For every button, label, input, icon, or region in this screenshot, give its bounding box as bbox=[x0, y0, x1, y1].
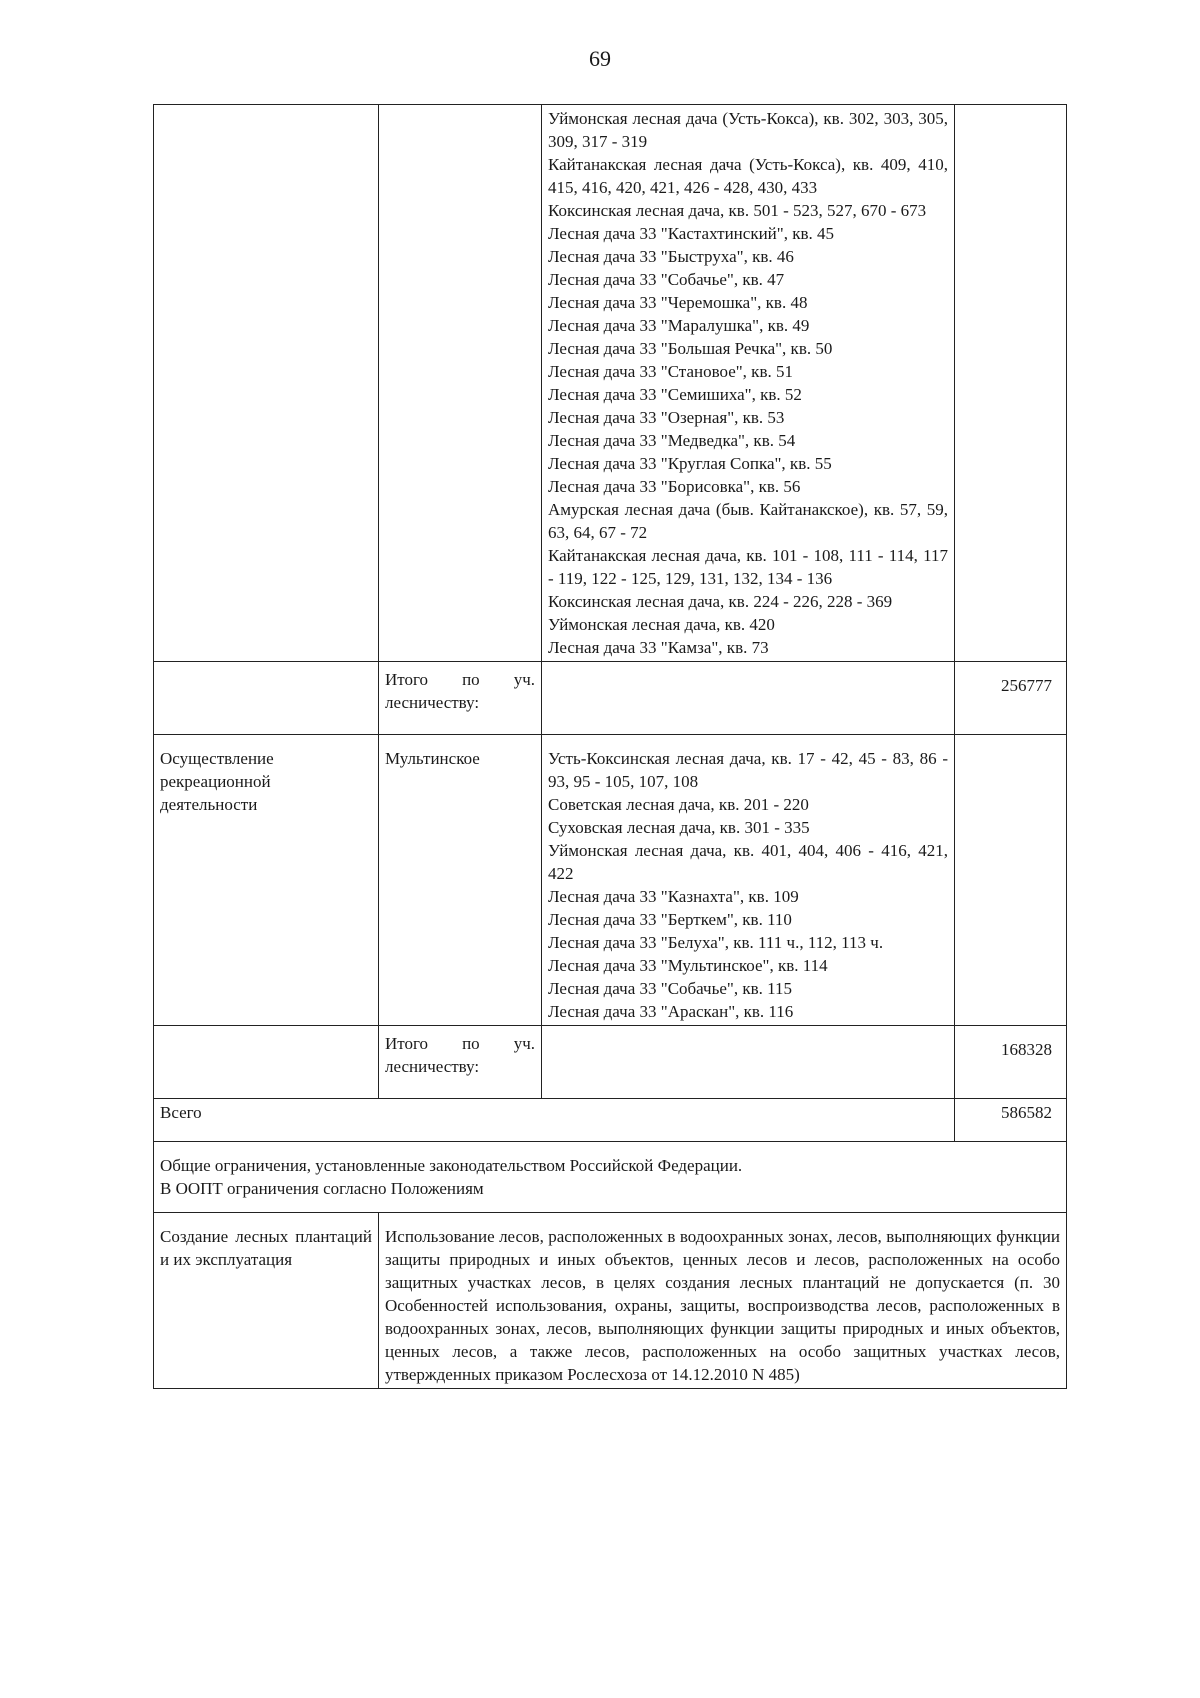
quarters-cell bbox=[542, 735, 955, 1026]
activity-cell bbox=[154, 105, 379, 662]
quarter-entry: Лесная дача 33 "Берткем", кв. 110 bbox=[548, 910, 792, 929]
quarter-entry: Лесная дача 33 "Черемошка", кв. 48 bbox=[548, 293, 808, 312]
plantations-activity: Создание лесных плантаций и их эксплуатация bbox=[154, 1213, 379, 1389]
quarter-entry: Лесная дача 33 "Большая Речка", кв. 50 bbox=[548, 339, 833, 358]
quarters-cell bbox=[542, 662, 955, 735]
quarter-entry: Советская лесная дача, кв. 201 - 220 bbox=[548, 795, 809, 814]
quarter-entry: Лесная дача 33 "Казнахта", кв. 109 bbox=[548, 887, 799, 906]
quarter-entry: Лесная дача 33 "Медведка", кв. 54 bbox=[548, 431, 796, 450]
subtotal-row bbox=[154, 662, 1067, 735]
subtotal-value: 256777 bbox=[955, 662, 1067, 735]
quarters-cell bbox=[542, 1026, 955, 1099]
quarter-entry: Лесная дача 33 "Круглая Сопка", кв. 55 bbox=[548, 454, 832, 473]
activity-label: Осуществление рекреационной деятельности bbox=[154, 735, 379, 1026]
quarter-entry: Уймонская лесная дача, кв. 420 bbox=[548, 615, 775, 634]
total-value: 586582 bbox=[955, 1099, 1067, 1142]
quarter-entry: Лесная дача 33 "Становое", кв. 51 bbox=[548, 362, 793, 381]
quarter-entry: Коксинская лесная дача, кв. 224 - 226, 228 - 369 bbox=[548, 592, 893, 611]
area-cell bbox=[955, 105, 1067, 662]
table-row bbox=[154, 735, 1067, 1026]
general-restrictions-line: Общие ограничения, установленные законодательством Российской Федерации. bbox=[160, 1156, 743, 1175]
quarter-entry: Кайтанакская лесная дача (Усть-Кокса), кв. 409, 410, 415, 416, 420, 421, 426 - 428, 430, 433 bbox=[548, 155, 948, 197]
quarter-entry: Лесная дача 33 "Маралушка", кв. 49 bbox=[548, 316, 810, 335]
area-cell bbox=[955, 735, 1067, 1026]
quarter-entry: Усть-Коксинская лесная дача, кв. 17 - 42, 45 - 83, 86 - 93, 95 - 105, 107, 108 bbox=[548, 749, 948, 791]
subtotal-label: Итого по уч. лесничеству: bbox=[379, 662, 542, 735]
table-row bbox=[154, 105, 1067, 662]
quarter-entry: Лесная дача 33 "Собачье", кв. 115 bbox=[548, 979, 792, 998]
general-restrictions-line: В ООПТ ограничения согласно Положениям bbox=[160, 1179, 484, 1198]
general-restrictions-cell bbox=[154, 1142, 1067, 1213]
quarter-entry: Уймонская лесная дача, кв. 401, 404, 406 - 416, 421, 422 bbox=[548, 841, 948, 883]
quarter-entry: Коксинская лесная дача, кв. 501 - 523, 527, 670 - 673 bbox=[548, 201, 927, 220]
subtotal-row bbox=[154, 1026, 1067, 1099]
quarter-entry: Лесная дача 33 "Белуха", кв. 111 ч., 112, 113 ч. bbox=[548, 933, 884, 952]
subtotal-label: Итого по уч. лесничеству: bbox=[379, 1026, 542, 1099]
page-number: 69 bbox=[589, 46, 611, 71]
quarter-entry: Лесная дача 33 "Озерная", кв. 53 bbox=[548, 408, 785, 427]
quarter-entry: Лесная дача 33 "Камза", кв. 73 bbox=[548, 638, 769, 657]
quarter-entry: Лесная дача 33 "Семишиха", кв. 52 bbox=[548, 385, 802, 404]
quarters-cell bbox=[542, 105, 955, 662]
quarter-entry: Лесная дача 33 "Араскан", кв. 116 bbox=[548, 1002, 794, 1021]
forestry-cell bbox=[379, 105, 542, 662]
plantations-row bbox=[154, 1213, 1067, 1389]
plantations-text: Использование лесов, расположенных в водоохранных зонах, лесов, выполняющих функции защиты природных и иных объектов, ценных лесов и лесов, расположенных на особо защитных участках лесов, в целях создания лесных плантаций не допускается (п. 30 Особенностей использования, охраны, защиты, воспроизводства лесов, расположенных в водоохранных зонах, лесов, выполняющих функции защиты природных и иных объектов, ценных лесов, а также лесов, расположенных на особо защитных участках лесов, утвержденных приказом Рослесхоза от 14.12.2010 N 485) bbox=[379, 1213, 1067, 1389]
forestry-name: Мультинское bbox=[379, 735, 542, 1026]
general-restrictions-row bbox=[154, 1142, 1067, 1213]
total-row bbox=[154, 1099, 1067, 1142]
activity-cell bbox=[154, 1026, 379, 1099]
quarter-entry: Лесная дача 33 "Мультинское", кв. 114 bbox=[548, 956, 828, 975]
quarter-entry: Уймонская лесная дача (Усть-Кокса), кв. 302, 303, 305, 309, 317 - 319 bbox=[548, 109, 948, 151]
quarter-entry: Лесная дача 33 "Быструха", кв. 46 bbox=[548, 247, 794, 266]
quarter-entry: Лесная дача 33 "Собачье", кв. 47 bbox=[548, 270, 785, 289]
total-label: Всего bbox=[154, 1099, 955, 1142]
quarter-entry: Суховская лесная дача, кв. 301 - 335 bbox=[548, 818, 810, 837]
activity-cell bbox=[154, 662, 379, 735]
quarter-entry: Амурская лесная дача (быв. Кайтанакское), кв. 57, 59, 63, 64, 67 - 72 bbox=[548, 500, 948, 542]
quarter-entry: Лесная дача 33 "Кастахтинский", кв. 45 bbox=[548, 224, 835, 243]
subtotal-value: 168328 bbox=[955, 1026, 1067, 1099]
quarter-entry: Кайтанакская лесная дача, кв. 101 - 108, 111 - 114, 117 - 119, 122 - 125, 129, 131, 132, 134 - 136 bbox=[548, 546, 948, 588]
restrictions-table bbox=[153, 104, 1067, 1389]
quarter-entry: Лесная дача 33 "Борисовка", кв. 56 bbox=[548, 477, 801, 496]
